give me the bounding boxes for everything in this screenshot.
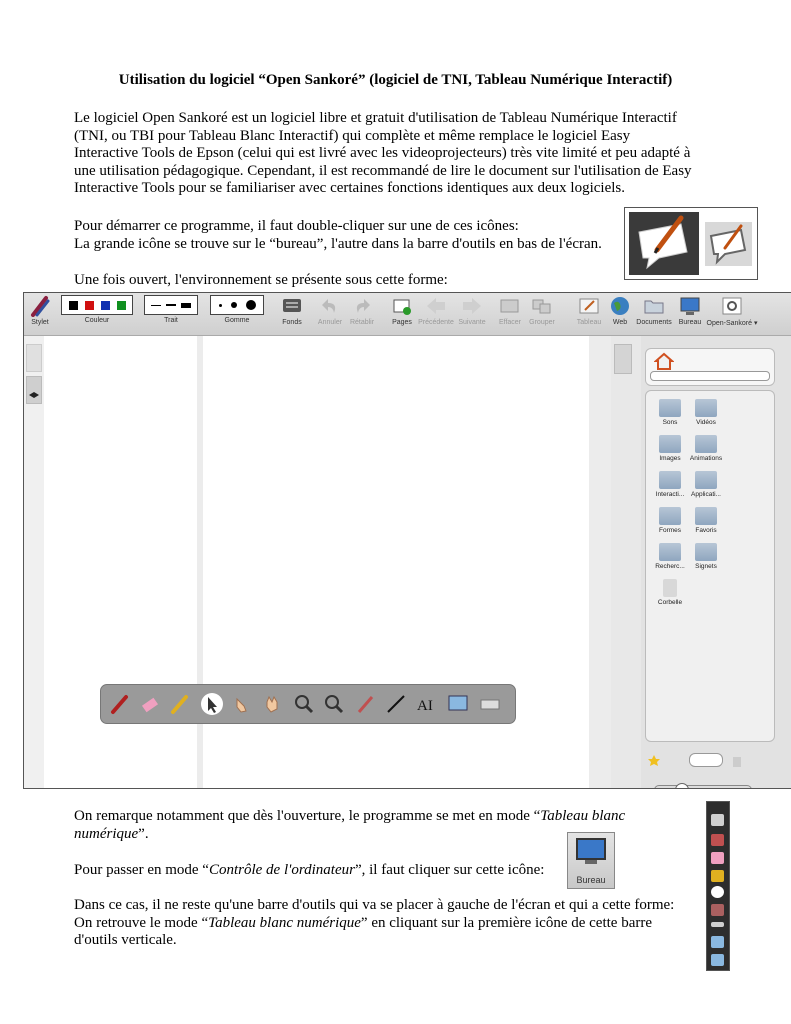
svg-text:AI: AI <box>417 698 433 714</box>
left-dock-tab-pages[interactable] <box>26 344 42 372</box>
sankore-taskbar-icon <box>705 222 752 266</box>
open-sankore-menu-button[interactable] <box>706 295 758 327</box>
highlighter-icon <box>711 870 724 882</box>
open-sankore-label: Open-Sankoré ▾ <box>706 320 758 327</box>
desktop-mode-button[interactable] <box>676 295 704 326</box>
intro-line: (TNI, ou TBI pour Tableau Blanc Interactif) qui complète et même remplace le logiciel Easy <box>74 127 631 144</box>
capture-tool[interactable] <box>447 693 469 715</box>
color-blue-swatch[interactable] <box>101 301 110 310</box>
gomme-label: Gomme <box>224 317 250 324</box>
zoom-out-icon <box>323 693 345 715</box>
text-tool[interactable] <box>415 693 437 715</box>
environment-line: Une fois ouvert, l'environnement se présente sous cette forme: <box>74 272 448 288</box>
monitor-icon <box>678 295 702 317</box>
cursor-icon <box>201 693 223 715</box>
folder-videos[interactable]: Vidéos <box>686 399 726 426</box>
tableau-label: Tableau <box>576 319 602 326</box>
folder-applications[interactable]: Applicati... <box>686 471 726 498</box>
color-black-swatch[interactable] <box>69 301 78 310</box>
trash-icon <box>663 579 677 597</box>
final-line-2: On retrouve le mode “Tableau blanc numérique” en cliquant sur la première icône de cette barre <box>74 914 652 931</box>
couleur-label: Couleur <box>84 317 110 324</box>
small-eraser-option[interactable] <box>219 304 222 307</box>
folder-interactivites[interactable]: Interacti... <box>650 471 690 498</box>
line-widths <box>144 295 198 315</box>
control-line: Pour passer en mode “Contrôle de l'ordinateur”, il faut cliquer sur cette icône: <box>74 862 545 878</box>
main-toolbar <box>24 293 791 336</box>
folder-animations[interactable]: Animations <box>686 435 726 462</box>
suivante-label: Suivante <box>458 319 486 326</box>
screen-capture-icon <box>711 936 724 948</box>
line-width-picker[interactable] <box>144 295 198 324</box>
keyboard-icon <box>711 922 724 927</box>
sankore-icons-image <box>624 207 758 280</box>
pen-tool[interactable] <box>109 693 131 715</box>
globe-icon <box>608 295 632 317</box>
zoom-in-tool[interactable] <box>293 693 315 715</box>
zoom-out-tool[interactable] <box>323 693 345 715</box>
left-dock-strip <box>24 336 44 788</box>
pen-icon <box>28 295 52 317</box>
marker-tool[interactable] <box>169 693 191 715</box>
left-arrow-icon <box>424 295 448 317</box>
right-arrow-icon <box>460 295 484 317</box>
vertical-toolbar-image <box>706 801 730 971</box>
line-icon <box>385 693 407 715</box>
folder-icon <box>695 543 717 561</box>
intro-line: Interactive Tools pour se familiariser avec certaines fonctions identiques aux deux logiciels. <box>74 180 625 196</box>
fonds-label: Fonds <box>282 319 302 326</box>
color-swatches <box>61 295 133 315</box>
erase-board-icon <box>498 295 522 317</box>
final-line-3: d'outils verticale. <box>74 932 177 948</box>
remark-line-2: numérique”. <box>74 825 149 842</box>
left-dock-tab-graduation[interactable] <box>26 376 42 404</box>
web-button[interactable] <box>608 295 632 326</box>
folder-icon <box>695 507 717 525</box>
library-folder-grid <box>645 390 775 742</box>
bureau-label: Bureau <box>678 319 702 326</box>
start-line-1: Pour démarrer ce programme, il faut double-cliquer sur une de ces icônes: <box>74 218 519 234</box>
star-icon[interactable] <box>647 754 661 768</box>
highlighter-icon <box>169 693 191 715</box>
pages-label: Pages <box>392 319 412 326</box>
final-line-1: Dans ce cas, il ne reste qu'une barre d'outils qui va se placer à gauche de l'écran et qui a cette forme: <box>74 897 675 913</box>
library-header <box>645 348 775 386</box>
redo-button[interactable] <box>348 295 376 326</box>
pan-hand-tool[interactable] <box>261 693 283 715</box>
library-dock-tab[interactable] <box>614 344 632 374</box>
intro-line: Le logiciel Open Sankoré est un logiciel libre et gratuit d'utilisation de Tableau Numérique Interactif <box>74 110 677 126</box>
text-icon <box>415 693 437 715</box>
intro-line: une utilisation pédagogique. Cependant, il est recommandé de lire le document sur l'utilisation de Easy <box>74 162 692 179</box>
folder-icon <box>695 399 717 417</box>
documents-label: Documents <box>636 319 672 326</box>
eraser-icon <box>711 852 724 864</box>
folder-icon <box>659 435 681 453</box>
next-button[interactable] <box>456 295 488 326</box>
eraser-size-picker[interactable] <box>210 295 264 324</box>
keyboard-grid-icon <box>280 295 304 317</box>
intro-line: Interactive Tools de Epson (celui qui est livré avec les videoprojecteurs) très vite limité et peu adapté à <box>74 145 691 161</box>
trash-icon[interactable] <box>731 754 743 768</box>
redo-arrow-icon <box>350 295 374 317</box>
board-mode-button[interactable] <box>574 295 604 326</box>
color-red-swatch[interactable] <box>85 301 94 310</box>
selector-tool[interactable] <box>201 693 223 715</box>
eraser-sizes <box>210 295 264 315</box>
large-eraser-option[interactable] <box>246 300 256 310</box>
remark-line-1: On remarque notamment que dès l'ouverture, le programme se met en mode “Tableau blanc <box>74 808 626 824</box>
board-mode-icon <box>711 814 724 826</box>
library-panel <box>641 336 791 788</box>
folder-icon <box>659 399 681 417</box>
bureau-mode-button-image <box>567 832 615 889</box>
whiteboard-icon <box>577 295 601 317</box>
folder-sons[interactable]: Sons <box>650 399 690 426</box>
keyboard-icon <box>479 693 501 715</box>
trait-label: Trait <box>164 317 178 324</box>
folder-formes[interactable]: Formes <box>650 507 690 534</box>
laser-pointer-tool[interactable] <box>355 693 377 715</box>
pointing-hand-icon <box>231 693 253 715</box>
sankore-desktop-icon <box>629 212 699 275</box>
thumbnail-size-slider[interactable] <box>654 785 752 789</box>
intro-paragraph <box>74 110 724 198</box>
line-tool[interactable] <box>385 693 407 715</box>
screen-capture-icon <box>447 693 469 715</box>
folder-corbeille[interactable]: Corbelle <box>650 579 690 606</box>
new-page-icon <box>390 295 414 317</box>
laser-pointer-icon <box>355 693 377 715</box>
bureau-button-label: Bureau <box>576 875 606 885</box>
medium-eraser-option[interactable] <box>231 302 237 308</box>
folder-icon <box>659 507 681 525</box>
annuler-label: Annuler <box>317 319 343 326</box>
laser-pointer-icon <box>711 904 724 916</box>
final-paragraph <box>74 897 704 950</box>
hand-icon <box>261 693 283 715</box>
home-icon[interactable] <box>654 352 674 370</box>
sankore-window <box>23 292 791 789</box>
pages-button[interactable] <box>390 295 414 326</box>
undo-button[interactable] <box>316 295 344 326</box>
slider-knob[interactable] <box>675 783 689 789</box>
erase-button[interactable] <box>496 295 524 326</box>
desktop-capture-icon <box>711 954 724 966</box>
pointer-hand-tool[interactable] <box>231 693 253 715</box>
group-objects-icon <box>530 295 554 317</box>
folder-images[interactable]: Images <box>650 435 690 462</box>
right-shadow <box>589 336 611 788</box>
retablir-label: Rétablir <box>349 319 375 326</box>
document-title: Utilisation du logiciel “Open Sankoré” (logiciel de TNI, Tableau Numérique Interactif) <box>118 72 673 88</box>
group-button[interactable] <box>528 295 556 326</box>
web-label: Web <box>612 319 628 326</box>
pen-icon <box>711 834 724 846</box>
floating-tools-bar <box>100 684 516 724</box>
right-dock-strip <box>611 336 641 788</box>
medium-line-option[interactable] <box>166 304 176 306</box>
grouper-label: Grouper <box>529 319 555 326</box>
eraser-tool[interactable] <box>139 693 161 715</box>
color-picker[interactable] <box>61 295 133 324</box>
undo-arrow-icon <box>318 295 342 317</box>
background-button[interactable] <box>280 295 304 326</box>
library-scrollbar[interactable] <box>650 371 770 381</box>
thin-line-option[interactable] <box>151 305 161 306</box>
effacer-label: Effacer <box>498 319 522 326</box>
folder-recherche[interactable]: Recherc... <box>650 543 690 570</box>
folder-icon <box>659 543 681 561</box>
folder-favoris[interactable]: Favoris <box>686 507 726 534</box>
documents-button[interactable] <box>636 295 672 326</box>
thick-line-option[interactable] <box>181 303 191 308</box>
precedente-label: Précédente <box>418 319 454 326</box>
folder-signets[interactable]: Signets <box>686 543 726 570</box>
folder-icon <box>642 295 666 317</box>
cursor-icon <box>711 886 724 898</box>
previous-button[interactable] <box>418 295 454 326</box>
folder-icon <box>659 471 681 489</box>
monitor-icon <box>568 833 614 875</box>
gear-icon <box>720 295 744 317</box>
eraser-icon <box>139 693 161 715</box>
library-search-field[interactable] <box>689 753 723 767</box>
stylet-button[interactable] <box>28 295 52 326</box>
pen-icon <box>109 693 131 715</box>
folder-icon <box>695 471 717 489</box>
color-green-swatch[interactable] <box>117 301 126 310</box>
start-line-2: La grande icône se trouve sur le “bureau”, l'autre dans la barre d'outils en bas de l'écran. <box>74 235 602 252</box>
virtual-keyboard-tool[interactable] <box>479 693 501 715</box>
folder-icon <box>695 435 717 453</box>
control-paragraph <box>74 862 594 880</box>
zoom-in-icon <box>293 693 315 715</box>
stylet-label: Stylet <box>31 319 49 326</box>
